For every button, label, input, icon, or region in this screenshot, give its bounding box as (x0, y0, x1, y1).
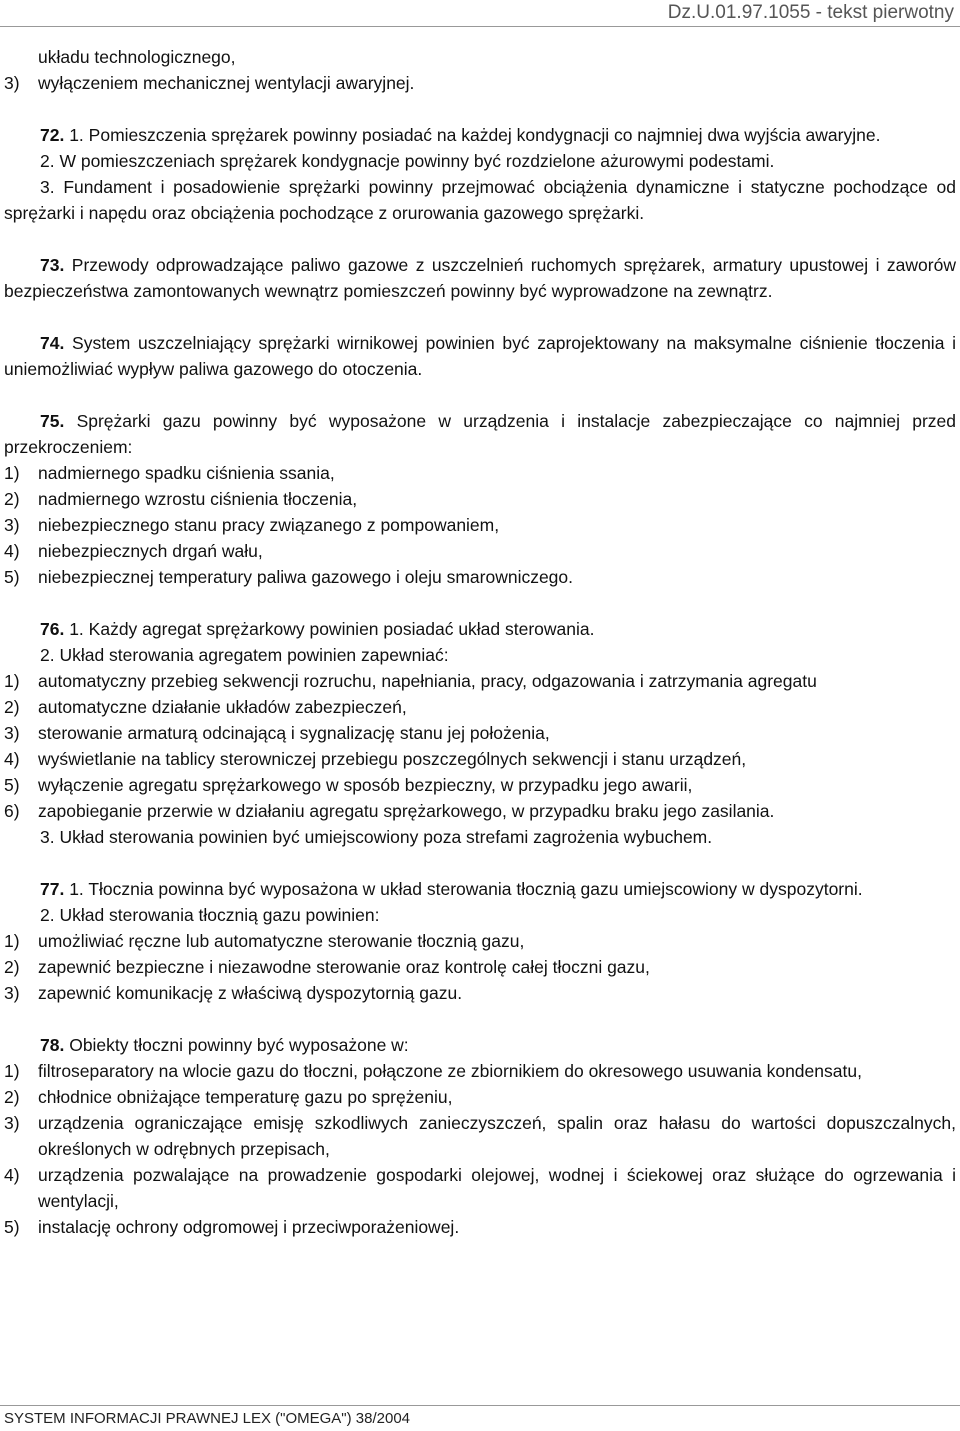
list-item-text: niebezpiecznych drgań wału, (38, 541, 263, 561)
item-list (4, 460, 956, 590)
paragraph-72 (4, 122, 956, 226)
intro-line: układu technologicznego, (38, 47, 236, 67)
list-item-number: 1) (4, 1061, 20, 1081)
paragraph-text: Obiekty tłoczni powinny być wyposażone w: (69, 1035, 409, 1055)
list-item-text: wyłączenie agregatu sprężarkowego w sposób bezpieczny, w przypadku jego awarii, (38, 775, 693, 795)
list-item-text: nadmiernego spadku ciśnienia ssania, (38, 463, 335, 483)
list-item-text: chłodnice obniżające temperaturę gazu po sprężeniu, (38, 1087, 453, 1107)
paragraph-74 (4, 330, 956, 382)
list-item (4, 1162, 956, 1214)
list-item (4, 1058, 956, 1084)
list-item (4, 928, 956, 954)
list-item-number: 3) (4, 73, 20, 93)
list-item-text: zapobieganie przerwie w działaniu agregatu sprężarkowego, w przypadku braku jego zasilania. (38, 801, 775, 821)
footer-source: SYSTEM INFORMACJI PRAWNEJ LEX ("OMEGA") 38/2004 (4, 1410, 411, 1427)
list-item-text: automatyczny przebieg sekwencji rozruchu, napełniania, pracy, odgazowania i zatrzymania agregatu (38, 671, 817, 691)
paragraph-number: 72. (40, 125, 65, 145)
list-item (4, 1084, 956, 1110)
list-item-text: urządzenia pozwalające na prowadzenie gospodarki olejowej, wodnej i ściekowej oraz służące do ogrzewania i wentylacji, (38, 1165, 956, 1211)
list-item-text: urządzenia ograniczające emisję szkodliwych zanieczyszczeń, spalin oraz hałasu do wartości dopuszczalnych, określonych w odrębnych przepisach, (38, 1113, 956, 1159)
paragraph-text: 2. Układ sterowania tłocznią gazu powinien: (40, 905, 380, 925)
list-item (4, 746, 956, 772)
paragraph-number: 78. (40, 1035, 65, 1055)
page-footer (0, 1405, 960, 1431)
list-item (4, 70, 956, 96)
list-item-text: wyłączeniem mechanicznej wentylacji awaryjnej. (38, 73, 415, 93)
list-item-number: 2) (4, 957, 20, 977)
list-item-text: niebezpiecznej temperatury paliwa gazowego i oleju smarowniczego. (38, 567, 574, 587)
list-item-number: 6) (4, 801, 20, 821)
list-item-number: 4) (4, 1165, 20, 1185)
paragraph-text: 3. Fundament i posadowienie sprężarki powinny przejmować obciążenia dynamiczne i statyczne pochodzące od sprężarki i napędu oraz obciążenia pochodzące z orurowania gazowego sprężarki. (4, 177, 956, 223)
list-item (4, 460, 956, 486)
document-reference: Dz.U.01.97.1055 - tekst pierwotny (667, 2, 954, 23)
paragraph-text: 2. W pomieszczeniach sprężarek kondygnacje powinny być rozdzielone ażurowymi podestami. (40, 151, 775, 171)
paragraph-77 (4, 876, 956, 1006)
list-item (4, 512, 956, 538)
list-item-number: 5) (4, 775, 20, 795)
list-item (4, 1214, 956, 1240)
list-item (4, 772, 956, 798)
list-item-number: 3) (4, 1113, 20, 1133)
paragraph-number: 76. (40, 619, 65, 639)
paragraph-75 (4, 408, 956, 590)
list-item-text: umożliwiać ręczne lub automatyczne sterowanie tłocznią gazu, (38, 931, 525, 951)
paragraph-text: System uszczelniający sprężarki wirnikowej powinien być zaprojektowany na maksymalne ciśnienie tłoczenia i uniemożliwiać wypływ paliwa gazowego do otoczenia. (4, 333, 956, 379)
item-list (4, 1058, 956, 1240)
list-item-number: 5) (4, 567, 20, 587)
paragraph-text: 1. Każdy agregat sprężarkowy powinien posiadać układ sterowania. (69, 619, 595, 639)
paragraph-number: 75. (40, 411, 65, 431)
list-item-number: 5) (4, 1217, 20, 1237)
list-item-number: 4) (4, 541, 20, 561)
paragraph-text: Przewody odprowadzające paliwo gazowe z uszczelnień ruchomych sprężarek, armatury upustowej i zaworów bezpieczeństwa zamontowanych wewnątrz pomieszczeń powinny być wyprowadzone na zewnątrz. (4, 255, 956, 301)
paragraph-76 (4, 616, 956, 850)
paragraph-73 (4, 252, 956, 304)
item-list (4, 668, 956, 824)
paragraph-text: 2. Układ sterowania agregatem powinien zapewniać: (40, 645, 449, 665)
list-item-number: 2) (4, 697, 20, 717)
list-item-number: 2) (4, 489, 20, 509)
paragraph-number: 77. (40, 879, 65, 899)
list-item-number: 3) (4, 983, 20, 1003)
list-item-text: zapewnić bezpieczne i niezawodne sterowanie oraz kontrolę całej tłoczni gazu, (38, 957, 650, 977)
list-item-text: nadmiernego wzrostu ciśnienia tłoczenia, (38, 489, 358, 509)
list-item-text: sterowanie armaturą odcinającą i sygnalizację stanu jej położenia, (38, 723, 550, 743)
paragraph-text: 3. Układ sterowania powinien być umiejscowiony poza strefami zagrożenia wybuchem. (40, 827, 713, 847)
list-item-number: 3) (4, 723, 20, 743)
list-item-number: 1) (4, 931, 20, 951)
list-item (4, 486, 956, 512)
paragraph-number: 73. (40, 255, 65, 275)
list-item (4, 538, 956, 564)
list-item-number: 1) (4, 671, 20, 691)
paragraph-text: 1. Tłocznia powinna być wyposażona w układ sterowania tłocznią gazu umiejscowiony w dyspozytorni. (69, 879, 863, 899)
list-item-text: wyświetlanie na tablicy sterowniczej przebiegu poszczególnych sekwencji i stanu urządzeń, (38, 749, 747, 769)
list-item-text: filtroseparatory na wlocie gazu do tłoczni, połączone ze zbiornikiem do okresowego usuwania kondensatu, (38, 1061, 862, 1081)
paragraph-text: Sprężarki gazu powinny być wyposażone w urządzenia i instalacje zabezpieczające co najmniej przed przekroczeniem: (4, 411, 956, 457)
item-list (4, 928, 956, 1006)
list-item-text: instalację ochrony odgromowej i przeciwporażeniowej. (38, 1217, 460, 1237)
list-item (4, 694, 956, 720)
document-body (4, 44, 956, 1240)
paragraph-text: 1. Pomieszczenia sprężarek powinny posiadać na każdej kondygnacji co najmniej dwa wyjścia awaryjne. (69, 125, 881, 145)
list-item-number: 4) (4, 749, 20, 769)
list-item (4, 798, 956, 824)
list-item (4, 954, 956, 980)
list-item-number: 1) (4, 463, 20, 483)
list-item-text: niebezpiecznego stanu pracy związanego z pompowaniem, (38, 515, 500, 535)
paragraph-number: 74. (40, 333, 65, 353)
list-item-number: 3) (4, 515, 20, 535)
list-item (4, 980, 956, 1006)
list-item (4, 720, 956, 746)
list-item (4, 668, 956, 694)
paragraph-78 (4, 1032, 956, 1240)
list-item-number: 2) (4, 1087, 20, 1107)
list-item-text: zapewnić komunikację z właściwą dyspozytornią gazu. (38, 983, 463, 1003)
page-header (0, 0, 960, 27)
list-item (4, 564, 956, 590)
list-item (4, 1110, 956, 1162)
list-item-text: automatyczne działanie układów zabezpieczeń, (38, 697, 407, 717)
